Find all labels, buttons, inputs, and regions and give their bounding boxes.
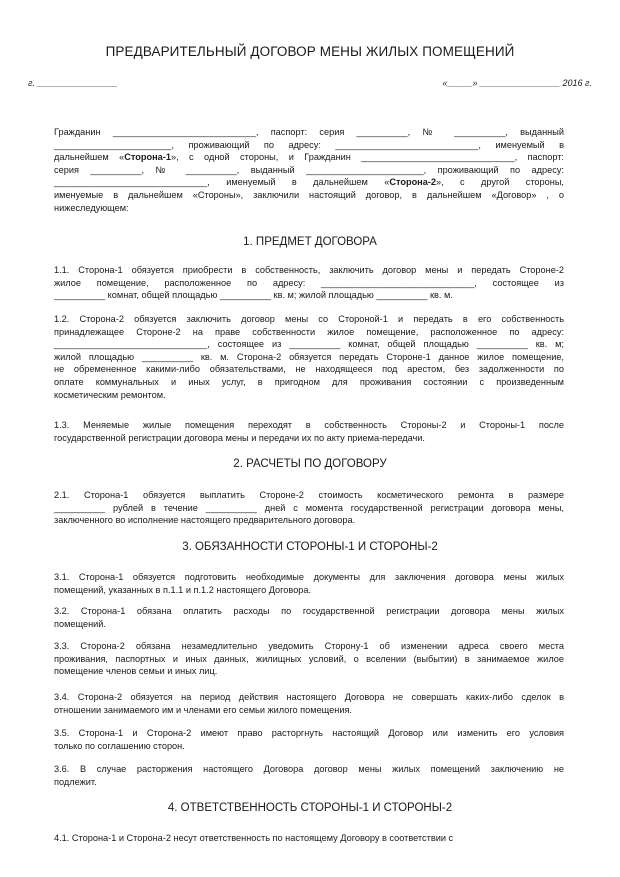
preamble-line: серия __________, № __________, выданный _______________________, проживающий по адресу: <box>54 164 564 175</box>
clause-line: 3.2. Сторона-1 обязана оплатить расходы по государственной регистрации договора мены жилых <box>54 606 564 616</box>
clause-1-3 <box>54 419 564 444</box>
clause-line: заключенного во исполнение настоящего предварительного договора. <box>54 515 356 526</box>
clause-2-1 <box>54 489 564 527</box>
clause-line: только по соглашению сторон. <box>54 740 185 751</box>
clause-line: косметическим ремонтом. <box>54 389 166 400</box>
clause-line: проживания, паспортных и иных данных, жилищных условий, о вселении (выбытии) в занимаемое жилое <box>54 653 564 664</box>
clause-line: помещений. <box>54 618 106 629</box>
clause-line: 1.2. Сторона-2 обязуется заключить договор мены со Стороной-1 и передать в его собственность <box>54 314 564 324</box>
clause-1-2 <box>54 313 564 401</box>
section-heading: 4. ОТВЕТСТВЕННОСТЬ СТОРОНЫ-1 И СТОРОНЫ-2 <box>167 802 453 814</box>
preamble-line: нижеследующем: <box>54 202 129 213</box>
clause-line: 3.3. Сторона-2 обязана незамедлительно уведомить Сторону-1 об изменении адреса своего места <box>54 641 564 651</box>
clause-line: 4.1. Сторона-1 и Сторона-2 несут ответственность по настоящему Договору в соответствии с <box>54 833 454 843</box>
section-heading: 2. РАСЧЕТЫ ПО ДОГОВОРУ <box>233 458 387 470</box>
clause-line: жилое помещение, расположенное по адресу: ______________________________, состоящее из <box>54 277 564 288</box>
clause-3-5 <box>54 727 564 752</box>
clause-line: не обремененное какими-либо обязательствами, не находящееся под арестом, без задолженности по <box>54 364 564 375</box>
clause-line: 3.6. В случае расторжения настоящего Договора договор мены жилых помещений заключению не <box>54 764 564 774</box>
date-field: «_____» ________________ 2016 г. <box>442 78 592 88</box>
document-title: ПРЕДВАРИТЕЛЬНЫЙ ДОГОВОР МЕНЫ ЖИЛЫХ ПОМЕЩЕНИЙ <box>105 44 515 59</box>
clause-line: жилой площадью __________ кв. м. Сторона-2 обязуется передать Стороне-1 данное жилое помещение, <box>54 351 564 362</box>
preamble-line: Гражданин ____________________________, паспорт: серия __________, № __________, выданный <box>54 127 564 137</box>
clause-3-2 <box>54 605 564 630</box>
clause-line: ______________________________, состоящее из __________ комнат, общей площадью __________ кв. м; <box>54 339 564 350</box>
clause-1-1 <box>54 264 564 302</box>
preamble-line: ______________________________, именуемый в дальнейшем «Сторона-2», с другой стороны, <box>54 177 564 188</box>
clause-line: 3.4. Сторона-2 обязуется на период действия настоящего Договора не совершать каких-либо сделок в <box>54 692 564 702</box>
clause-line: 3.5. Сторона-1 и Сторона-2 имеют право расторгнуть настоящий Договор или изменить его условия <box>54 728 564 738</box>
preamble-line: дальнейшем «Сторона-1», с одной стороны, и Гражданин ______________________________, паспорт: <box>54 152 564 163</box>
clause-line: оплате коммунальных и иных услуг, в пригодном для проживания состоянии с произведенным <box>54 376 564 387</box>
preamble-line: именуемые в дальнейшем «Стороны», заключили настоящий договор, в дальнейшем «Договор» , о <box>54 189 564 200</box>
preamble-line: _______________________, проживающий по адресу: ____________________________, именуемый в <box>54 139 564 150</box>
clause-4-1 <box>54 832 564 845</box>
place-date-row <box>28 78 592 90</box>
place-field: г. ________________ <box>28 78 118 88</box>
clause-line: 1.1. Сторона-1 обязуется приобрести в собственность, заключить договор мены и передать Стороне-2 <box>54 265 564 275</box>
clause-line: __________ комнат, общей площадью __________ кв. м; жилой площадью __________ кв. м. <box>54 290 453 301</box>
clause-line: государственной регистрации договора мены и передачи их по акту приема-передачи. <box>54 432 425 443</box>
clause-line: __________ рублей в течение __________ дней с момента государственной регистрации договора мены, <box>54 502 564 513</box>
clause-line: 1.3. Меняемые жилые помещения переходят в собственность Стороны-2 и Стороны-1 после <box>54 420 564 430</box>
clause-line: подлежит. <box>54 776 97 787</box>
clause-line: 2.1. Сторона-1 обязуется выплатить Стороне-2 стоимость косметического ремонта в размере <box>54 490 564 500</box>
clause-3-4 <box>54 691 564 716</box>
clause-3-1 <box>54 571 564 596</box>
preamble <box>54 126 564 214</box>
section-heading: 3. ОБЯЗАННОСТИ СТОРОНЫ-1 И СТОРОНЫ-2 <box>182 541 438 553</box>
clause-line: помещений, указанных в п.1.1 и п.1.2 настоящего Договора. <box>54 584 312 595</box>
clause-3-3 <box>54 640 564 678</box>
clause-line: помещение членов семьи и иных лиц. <box>54 666 218 677</box>
clause-3-6 <box>54 763 564 788</box>
clause-line: 3.1. Сторона-1 обязуется подготовить необходимые документы для заключения договора мены жилых <box>54 572 564 582</box>
clause-line: отношении занимаемого им и членами его семьи жилого помещения. <box>54 704 352 715</box>
clause-line: принадлежащее Стороне-2 на праве собственности жилое помещение, расположенное по адресу: <box>54 326 564 337</box>
section-heading: 1. ПРЕДМЕТ ДОГОВОРА <box>243 236 377 248</box>
